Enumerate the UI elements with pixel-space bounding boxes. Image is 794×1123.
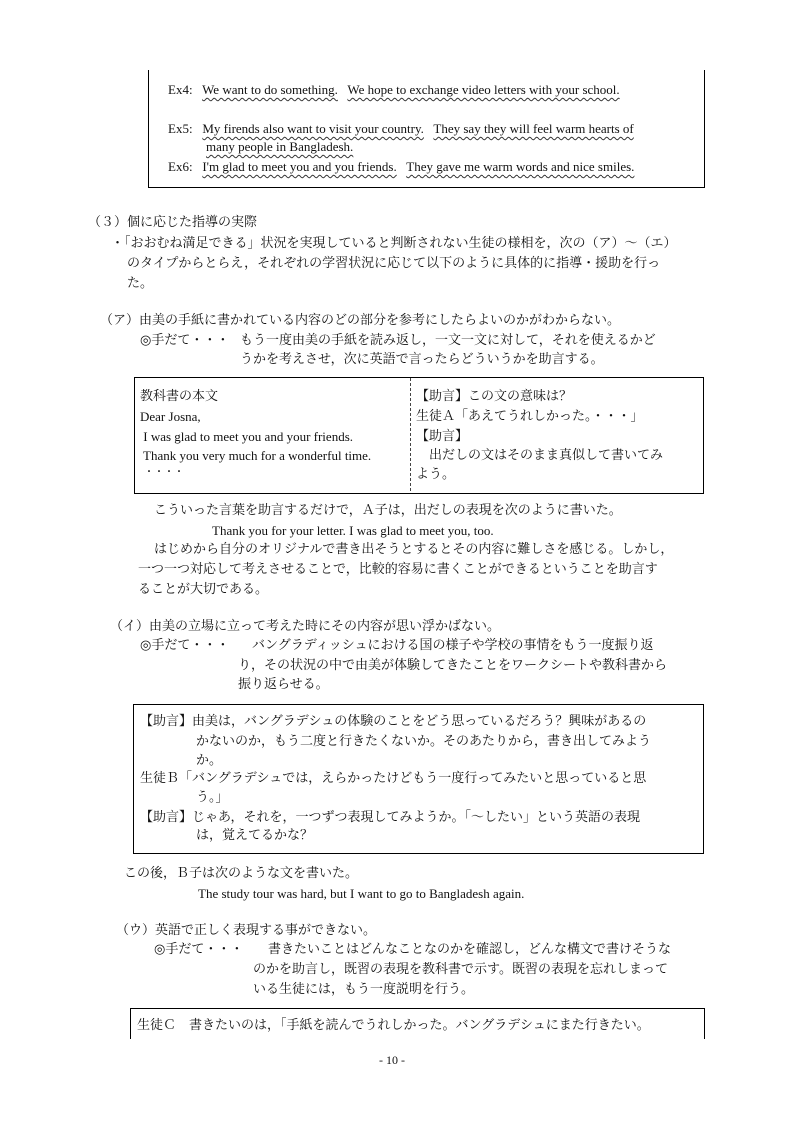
intro-line: ・「おおむね満足できる」状況を実現していると判断されない生徒の様相を，次の（ア）～（エ）	[111, 236, 677, 251]
hint-label: ◎手だて・・・	[140, 333, 230, 348]
paragraph-line: この後，Ｂ子は次のような文を書いた。	[124, 866, 359, 881]
dialogue-line: 生徒Ｃ 書きたいのは，「手紙を読んでうれしかった。バングラデシュにまた行きたい。	[137, 1018, 650, 1033]
page-number: - 10 -	[379, 1053, 405, 1067]
hint-line: もう一度由美の手紙を読み返し，一文一文に対して，それを使えるかど	[240, 333, 656, 348]
example-sentence: We hope to exchange video letters with your school.	[347, 82, 620, 97]
table-right-cell: 【助言】	[416, 429, 469, 444]
table-left-cell: 教科書の本文	[140, 389, 219, 404]
hint-line: うかを考えさせ，次に英語で言ったらどういうかを助言する。	[240, 352, 604, 367]
example-sentence: They gave me warm words and nice smiles.	[406, 159, 635, 174]
example-label: Ex4:	[168, 82, 193, 97]
table-divider	[410, 378, 411, 491]
intro-line: た。	[127, 276, 154, 291]
hint-line: 書きたいことはどんなことなのかを確認し，どんな構文で書けそうな	[268, 942, 672, 957]
example-line-4	[168, 80, 620, 100]
dialogue-line: かないのか，もう二度と行きたくないか。そのあたりから，書き出してみよう	[196, 734, 652, 749]
example-sentence: They say they will feel warm hearts of	[433, 121, 634, 136]
dialogue-line: か。	[196, 753, 223, 768]
dialogue-line: 【助言】じゃあ，それを，一つずつ表現してみようか。「～したい」という英語の表現	[140, 810, 640, 825]
table-left-cell: Thank you very much for a wonderful time.	[140, 448, 372, 463]
type-u-heading: （ウ）英語で正しく表現する事ができない。	[116, 923, 377, 938]
example-line-6	[168, 157, 634, 177]
paragraph-line: はじめから自分のオリジナルで書き出そうとするとその内容に難しさを感じる。しかし，	[154, 542, 674, 557]
table-right-cell: よう。	[416, 467, 456, 482]
hint-line: バングラディッシュにおける国の様子や学校の事情をもう一度振り返	[252, 638, 654, 653]
dialogue-line: は，覚えてるかな？	[196, 828, 314, 843]
hint-label: ◎手だて・・・	[140, 638, 230, 653]
example-sentence: We want to do something.	[202, 82, 338, 97]
hint-line: のかを助言し，既習の表現を教科書で示す。既習の表現を忘れしまって	[253, 962, 668, 977]
hint-label: ◎手だて・・・	[154, 942, 244, 957]
example-sentence: Thank you for your letter. I was glad to meet you, too.	[212, 523, 494, 538]
example-sentence: I'm glad to meet you and you friends.	[202, 159, 397, 174]
example-line-5	[168, 119, 634, 139]
table-right-cell: 出だしの文はそのまま真似して書いてみ	[416, 448, 664, 463]
dialogue-line: 生徒Ｂ「バングラデシュでは，えらかったけどもう一度行ってみたいと思っていると思	[140, 771, 647, 786]
table-left-cell: I was glad to meet you and your friends.	[140, 429, 354, 444]
section-heading: （３）個に応じた指導の実際	[88, 215, 258, 230]
paragraph-line: ることが大切である。	[138, 582, 269, 597]
example-line-5b	[206, 137, 353, 157]
example-sentence: many people in Bangladesh.	[206, 139, 354, 154]
type-i-heading: （イ）由美の立場に立って考えた時にその内容が思い浮かばない。	[110, 619, 501, 634]
paragraph-line: 一つ一つ対応して考えさせることで，比較的容易に書くことができるということを助言す	[138, 562, 658, 577]
table-left-cell: Dear Josna,	[140, 409, 201, 424]
dialogue-line: 【助言】由美は，バングラデシュの体験のことをどう思っているだろう？興味があるの	[140, 714, 647, 729]
hint-line: いる生徒には，もう一度説明を行う。	[253, 982, 475, 997]
dialogue-line: う。」	[196, 790, 229, 805]
intro-line: のタイプからとらえ，それぞれの学習状況に応じて以下のように具体的に指導・援助を行っ	[127, 256, 661, 271]
type-a-heading: （ア）由美の手紙に書かれている内容のどの部分を参考にしたらよいのかがわからない。	[100, 313, 621, 328]
table-right-cell: 【助言】この文の意味は？	[416, 389, 573, 404]
example-label: Ex6:	[168, 159, 193, 174]
hint-line: 振り返らせる。	[238, 677, 329, 692]
table-right-cell: 生徒Ａ「あえてうれしかった。・・・」	[416, 409, 644, 424]
example-sentence: My firends also want to visit your country.	[202, 121, 424, 136]
paragraph-line: こういった言葉を助言するだけで，Ａ子は，出だしの表現を次のように書いた。	[154, 503, 622, 518]
hint-line: り，その状況の中で由美が体験してきたことをワークシートや教科書から	[238, 658, 668, 673]
example-label: Ex5:	[168, 121, 193, 136]
table-left-cell: ・・・・	[144, 467, 184, 478]
example-sentence: The study tour was hard, but I want to go to Bangladesh again.	[198, 886, 525, 901]
